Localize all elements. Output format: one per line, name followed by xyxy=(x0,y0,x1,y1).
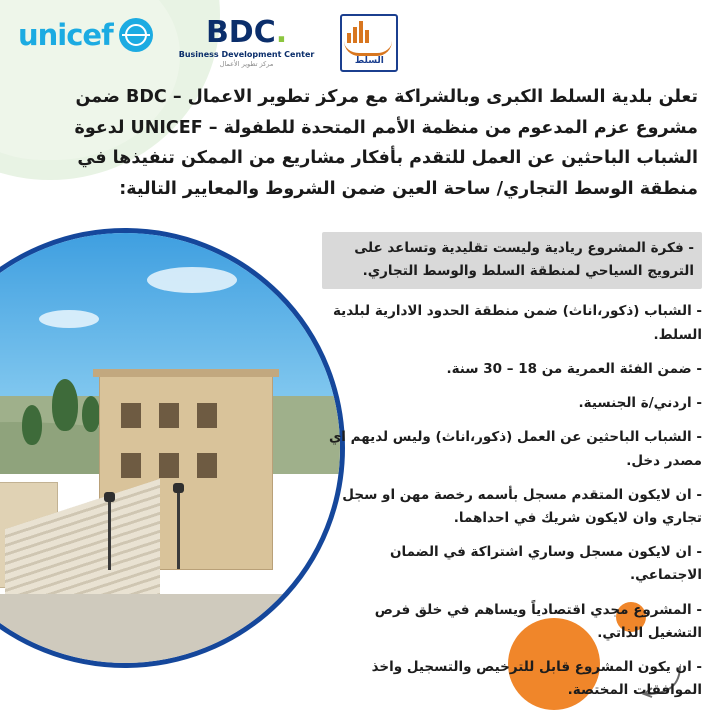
plaza-ground xyxy=(0,594,340,663)
salt-city-photo xyxy=(0,228,345,668)
list-item: - الشباب الباحثين عن العمل (ذكور،اناث) وليس لديهم اي مصدر دخل. xyxy=(328,429,702,469)
bdc-subtitle-en: Business Development Center xyxy=(178,50,315,59)
list-item: - ضمن الفئة العمرية من 18 – 30 سنة. xyxy=(446,360,702,377)
bdc-subtitle-ar: مركز تطوير الأعمال xyxy=(219,60,274,68)
building-bars-icon xyxy=(347,21,369,43)
list-item: - ان لايكون المتقدم مسجل بأسمه رخصة مهن او سجل تجاري وان لايكون شريك في احداهما. xyxy=(342,486,702,526)
tree xyxy=(22,405,42,445)
municipality-logo xyxy=(340,14,398,72)
bdc-logo xyxy=(178,15,315,68)
roof xyxy=(93,369,279,377)
list-item: - اردني/ة الجنسية. xyxy=(578,395,702,412)
window xyxy=(197,453,218,478)
list-item: - الشباب (ذكور،اناث) ضمن منطقة الحدود الادارية لبلدية السلط. xyxy=(332,303,702,343)
list-item: - المشروع مجدي اقتصادياً ويساهم في خلق فرص التشغيل الذاتي. xyxy=(374,601,702,641)
tree xyxy=(52,379,78,431)
window xyxy=(197,403,218,428)
criteria-list xyxy=(322,232,702,714)
tree xyxy=(82,396,100,432)
window xyxy=(121,403,142,428)
window xyxy=(159,453,180,478)
bdc-wordmark: BDC. xyxy=(205,15,288,50)
page-title: تعلن بلدية السلط الكبرى وبالشراكة مع مركز تطوير الاعمال – BDC ضمن مشروع عزم المدعوم من منظمة الأمم المتحدة للطفولة – UNICEF لدعوة الشباب الباحثين عن العمل للتقدم بأفكار مشاريع من الممكن تنفيذها في منطقة الوسط التجاري/ ساحة العين ضمن الشروط والمعايير التالية: xyxy=(74,87,698,199)
list-item: - ان يكون المشروع قابل للترخيص والتسجيل واخذ الموافقات المختصة. xyxy=(371,659,702,699)
street-lamp xyxy=(177,491,180,569)
unicef-wordmark: unicef xyxy=(18,18,113,52)
globe-icon xyxy=(119,18,153,52)
list-item: - ان لايكون مسجل وساري اشتراكة في الضمان الاجتماعي. xyxy=(390,544,702,584)
window xyxy=(159,403,180,428)
logo-row xyxy=(0,15,720,88)
list-item: - فكرة المشروع ريادية وليست تقليدية وتساعد على الترويج السياحي لمنطقة السلط والوسط التجاري. xyxy=(322,232,702,289)
photo-content xyxy=(0,233,340,663)
unicef-logo xyxy=(18,18,153,52)
window xyxy=(121,453,142,478)
street-lamp xyxy=(108,500,111,570)
municipality-label: السلط xyxy=(354,56,384,66)
